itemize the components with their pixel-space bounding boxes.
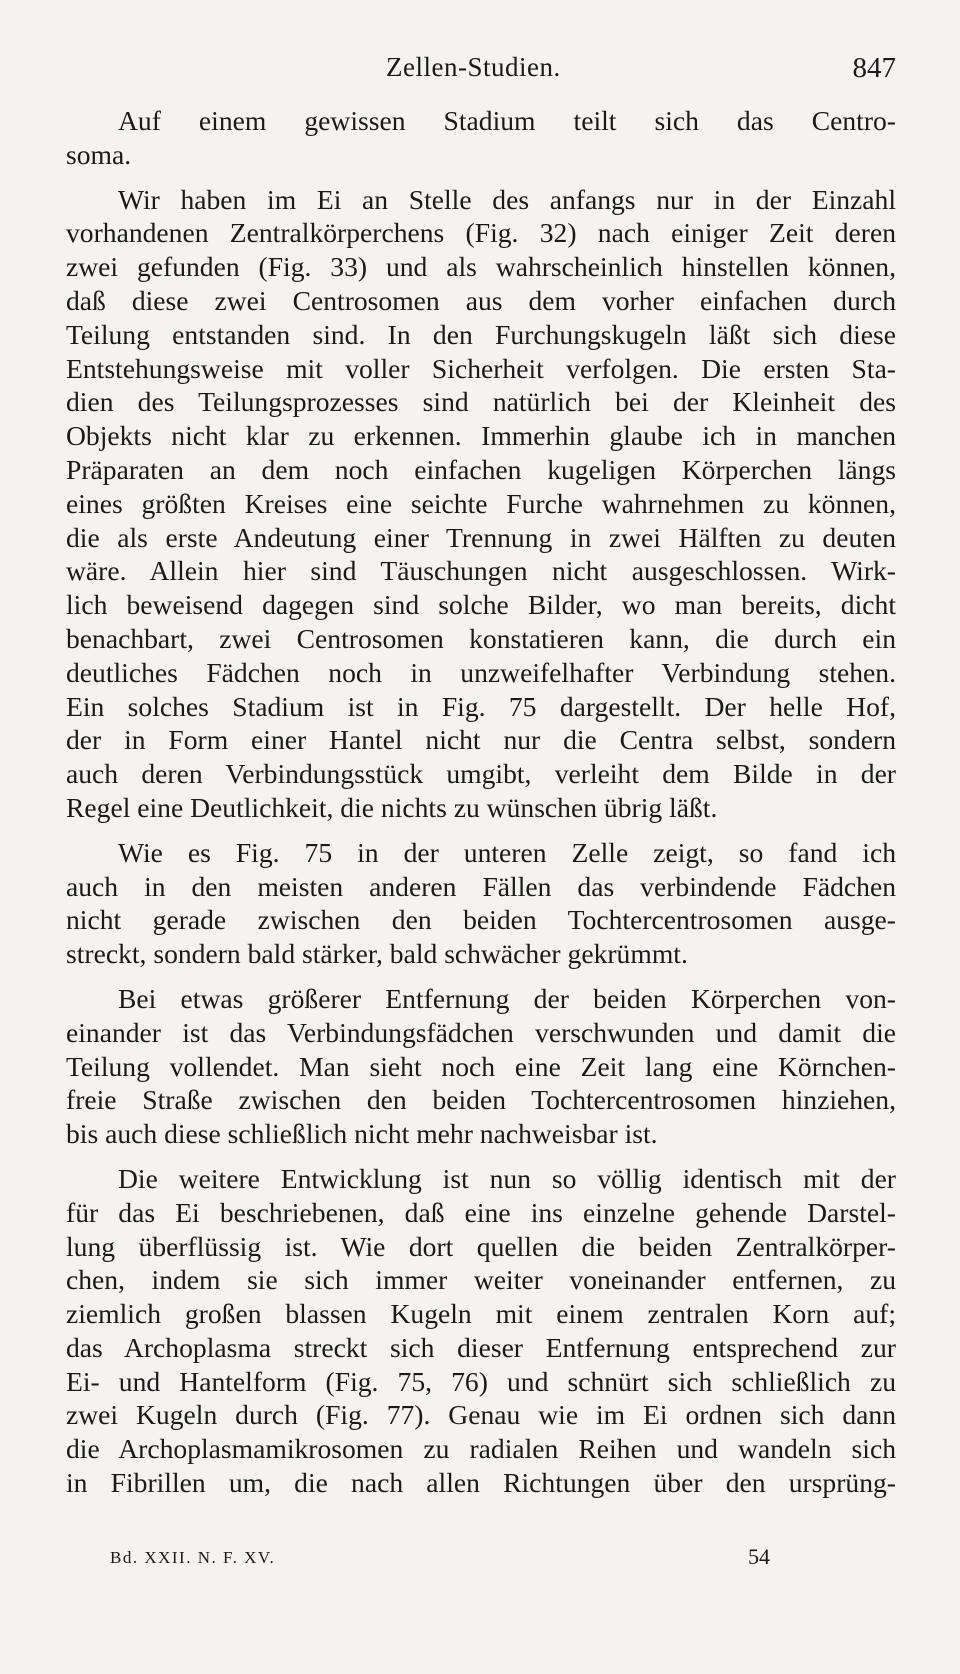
text-span: Regel eine Deutlichkeit, die nichts zu wünschen übrig läßt. [66,791,718,823]
text-span: einander ist das Verbindungsfädchen verschwunden und damit die [66,1016,896,1048]
text-span: Präparaten an dem noch einfachen kugeligen Körperchen längs [66,453,896,485]
text-span: die Archoplasmamikrosomen zu radialen Reihen und wandeln sich [66,1433,896,1465]
text-line [66,1263,896,1297]
text-line [66,1050,896,1084]
text-span: Bei etwas größerer Entfernung der beiden Körperchen von- [118,982,896,1014]
text-line [66,622,896,656]
text-line [66,1466,896,1500]
text-line [66,1297,896,1331]
text-span: Die weitere Entwicklung ist nun so völlig identisch mit der [118,1162,896,1194]
text-span: auch in den meisten anderen Fällen das verbindende Fädchen [66,870,896,902]
text-line [66,419,896,453]
text-line [66,216,896,250]
paragraph [66,183,896,825]
page-footer [110,1544,770,1578]
text-span: ziemlich großen blassen Kugeln mit einem zentralen Korn auf; [66,1298,896,1330]
text-line [66,1083,896,1117]
text-line [66,250,896,284]
text-span: wäre. Allein hier sind Täuschungen nicht ausgeschlossen. Wirk- [66,555,896,587]
text-span: für das Ei beschriebenen, daß eine ins einzelne gehende Darstel- [66,1196,896,1228]
text-line [66,903,896,937]
paragraph [66,104,896,172]
text-line [66,318,896,352]
text-span: benachbart, zwei Centrosomen konstatieren kann, die durch ein [66,622,896,654]
text-line [66,1331,896,1365]
paragraph [66,836,896,971]
text-span: lung überflüssig ist. Wie dort quellen die beiden Zentralkörper- [66,1230,896,1262]
text-span: in Fibrillen um, die nach allen Richtungen über den ursprüng- [66,1467,896,1499]
text-line [66,723,896,757]
text-line [66,1162,896,1196]
text-line [66,656,896,690]
text-span: der in Form einer Hantel nicht nur die Centra selbst, sondern [66,724,896,756]
page-number: 847 [852,52,896,84]
text-span: dien des Teilungsprozesses sind natürlich bei der Kleinheit des [66,386,896,418]
text-span: eines größten Kreises eine seichte Furche wahrnehmen zu können, [66,487,896,519]
text-line [66,757,896,791]
text-span: soma. [66,138,132,170]
text-span: zwei Kugeln durch (Fig. 77). Genau wie im Ei ordnen sich dann [66,1399,896,1431]
text-line [66,1230,896,1264]
volume-signature: Bd. XXII. N. F. XV. [110,1548,276,1567]
paragraph [66,1162,896,1500]
text-line [66,1432,896,1466]
text-span: Ein solches Stadium ist in Fig. 75 dargestellt. Der helle Hof, [66,690,896,722]
text-line [66,1196,896,1230]
text-line [66,352,896,386]
running-title: Zellen-Studien. [386,52,561,82]
text-span: zwei gefunden (Fig. 33) und als wahrscheinlich hinstellen können, [66,251,896,283]
text-line [66,791,896,825]
body-text [66,104,896,1511]
text-span: Teilung vollendet. Man sieht noch eine Zeit lang eine Körnchen- [66,1050,896,1082]
text-line [66,284,896,318]
text-span: Ei- und Hantelform (Fig. 75, 76) und schnürt sich schließlich zu [66,1365,896,1397]
text-line [66,1365,896,1399]
text-line [66,487,896,521]
text-line [66,1016,896,1050]
text-line [66,104,896,138]
text-span: die als erste Andeutung einer Trennung in zwei Hälften zu deuten [66,521,896,553]
text-line [66,588,896,622]
text-line [66,183,896,217]
text-line [66,937,896,971]
text-line [66,1117,896,1151]
page-header [66,46,896,86]
text-span: vorhandenen Zentralkörperchens (Fig. 32) nach einiger Zeit deren [66,217,896,249]
text-span: lich beweisend dagegen sind solche Bilder, wo man bereits, dicht [66,589,896,621]
text-line [66,521,896,555]
text-span: Auf einem gewissen Stadium teilt sich das Centro- [118,105,896,136]
text-line [66,453,896,487]
text-span: Objekts nicht klar zu erkennen. Immerhin glaube ich in manchen [66,420,896,452]
sheet-number: 54 [748,1544,770,1569]
text-span: freie Straße zwischen den beiden Tochtercentrosomen hinziehen, [66,1084,896,1116]
text-line [66,138,896,172]
text-span: Entstehungsweise mit voller Sicherheit verfolgen. Die ersten Sta- [66,352,896,384]
text-span: auch deren Verbindungsstück umgibt, verleiht dem Bilde in der [66,758,896,790]
text-span: streckt, sondern bald stärker, bald schwächer gekrümmt. [66,938,688,970]
text-span: Wie es Fig. 75 in der unteren Zelle zeigt, so fand ich [118,836,896,868]
text-span: Teilung entstanden sind. In den Furchungskugeln läßt sich diese [66,318,896,350]
paragraph [66,982,896,1151]
text-line [66,554,896,588]
text-line [66,385,896,419]
text-span: deutliches Fädchen noch in unzweifelhafter Verbindung stehen. [66,656,896,688]
text-span: daß diese zwei Centrosomen aus dem vorher einfachen durch [66,284,896,316]
text-span: das Archoplasma streckt sich dieser Entfernung entsprechend zur [66,1331,896,1363]
text-line [66,690,896,724]
text-span: bis auch diese schließlich nicht mehr nachweisbar ist. [66,1118,658,1150]
text-line [66,870,896,904]
text-line [66,836,896,870]
text-line [66,982,896,1016]
text-span: chen, indem sie sich immer weiter voneinander entfernen, zu [66,1264,896,1296]
text-line [66,1398,896,1432]
text-span: Wir haben im Ei an Stelle des anfangs nur in der Einzahl [118,183,896,215]
text-span: nicht gerade zwischen den beiden Tochtercentrosomen ausge- [66,904,896,936]
